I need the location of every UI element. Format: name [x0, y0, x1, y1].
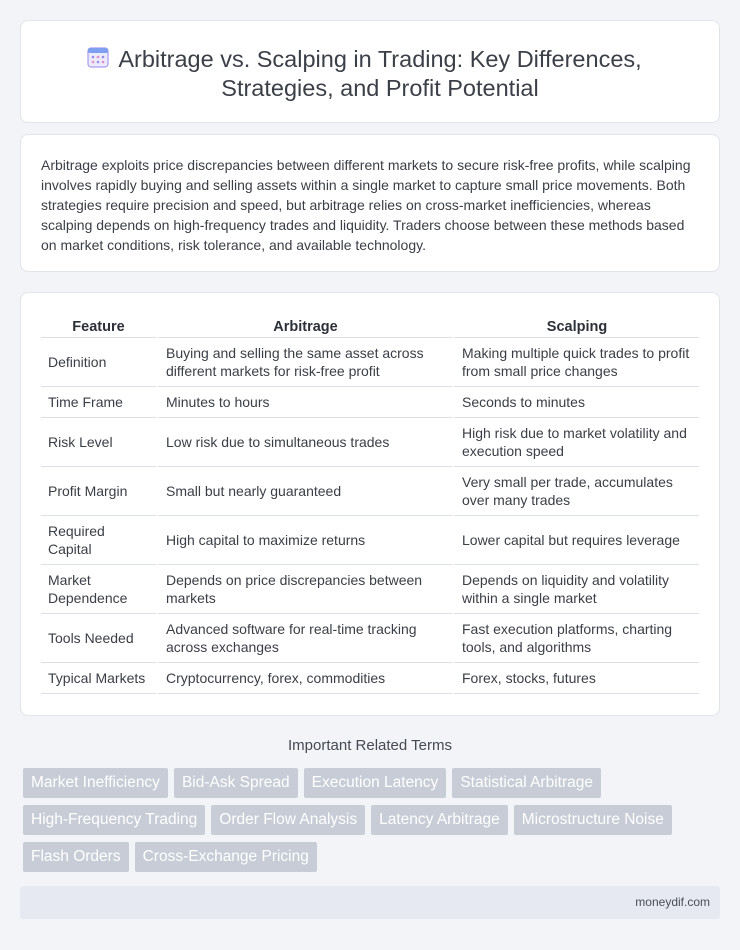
- term-tag[interactable]: Execution Latency: [304, 768, 447, 798]
- table-row: [41, 614, 699, 663]
- table-row: [41, 565, 699, 614]
- term-tag[interactable]: Market Inefficiency: [23, 768, 168, 798]
- term-tag[interactable]: Bid-Ask Spread: [174, 768, 298, 798]
- arbitrage-cell: Cryptocurrency, forex, commodities: [156, 663, 452, 694]
- table-row: [41, 338, 699, 387]
- title-card: [20, 20, 720, 123]
- intro-card: [20, 134, 720, 272]
- footer-site-link[interactable]: moneydif.com: [635, 895, 710, 909]
- feature-cell: Risk Level: [41, 418, 156, 467]
- term-tag[interactable]: Order Flow Analysis: [211, 805, 365, 835]
- feature-cell: Required Capital: [41, 516, 156, 565]
- scalping-cell: Depends on liquidity and volatility within a single market: [452, 565, 699, 614]
- scalping-cell: Fast execution platforms, charting tools, and algorithms: [452, 614, 699, 663]
- term-tag[interactable]: High-Frequency Trading: [23, 805, 205, 835]
- footer-bar: [20, 886, 720, 919]
- feature-cell: Time Frame: [41, 387, 156, 418]
- arbitrage-cell: Minutes to hours: [156, 387, 452, 418]
- arbitrage-cell: High capital to maximize returns: [156, 516, 452, 565]
- comparison-table-card: [20, 292, 720, 716]
- term-tag[interactable]: Latency Arbitrage: [371, 805, 508, 835]
- scalping-cell: High risk due to market volatility and execution speed: [452, 418, 699, 467]
- table-row: [41, 663, 699, 694]
- term-tag[interactable]: Cross-Exchange Pricing: [135, 842, 317, 872]
- scalping-cell: Very small per trade, accumulates over many trades: [452, 467, 699, 516]
- table-header-row: [41, 317, 699, 338]
- intro-paragraph: Arbitrage exploits price discrepancies between different markets to secure risk-free profits, while scalping involves rapidly buying and selling assets within a single market to capture small price movements. Both strategies require precision and speed, but arbitrage relies on cross-market inefficiencies, whereas scalping depends on high-frequency trades and liquidity. Traders choose between these methods based on market conditions, risk tolerance, and available technology.: [41, 157, 691, 253]
- term-tag[interactable]: Flash Orders: [23, 842, 129, 872]
- feature-cell: Profit Margin: [41, 467, 156, 516]
- column-header-scalping: Scalping: [452, 317, 699, 338]
- related-terms-heading: Important Related Terms: [288, 737, 452, 754]
- arbitrage-cell: Small but nearly guaranteed: [156, 467, 452, 516]
- page-title: Arbitrage vs. Scalping in Trading: Key Differences, Strategies, and Profit Potential: [118, 46, 642, 101]
- comparison-table: [41, 317, 699, 694]
- scalping-cell: Lower capital but requires leverage: [452, 516, 699, 565]
- scalping-cell: Seconds to minutes: [452, 387, 699, 418]
- column-header-arbitrage: Arbitrage: [156, 317, 452, 338]
- feature-cell: Market Dependence: [41, 565, 156, 614]
- scalping-cell: Making multiple quick trades to profit from small price changes: [452, 338, 699, 387]
- table-row: [41, 418, 699, 467]
- feature-cell: Definition: [41, 338, 156, 387]
- table-row: [41, 467, 699, 516]
- arbitrage-cell: Low risk due to simultaneous trades: [156, 418, 452, 467]
- scalping-cell: Forex, stocks, futures: [452, 663, 699, 694]
- arbitrage-cell: Advanced software for real-time tracking across exchanges: [156, 614, 452, 663]
- table-row: [41, 516, 699, 565]
- arbitrage-cell: Buying and selling the same asset across different markets for risk-free profit: [156, 338, 452, 387]
- related-terms-list: [23, 768, 703, 872]
- table-row: [41, 387, 699, 418]
- arbitrage-cell: Depends on price discrepancies between markets: [156, 565, 452, 614]
- column-header-feature: Feature: [41, 317, 156, 338]
- term-tag[interactable]: Statistical Arbitrage: [452, 768, 601, 798]
- term-tag[interactable]: Microstructure Noise: [514, 805, 672, 835]
- feature-cell: Tools Needed: [41, 614, 156, 663]
- feature-cell: Typical Markets: [41, 663, 156, 694]
